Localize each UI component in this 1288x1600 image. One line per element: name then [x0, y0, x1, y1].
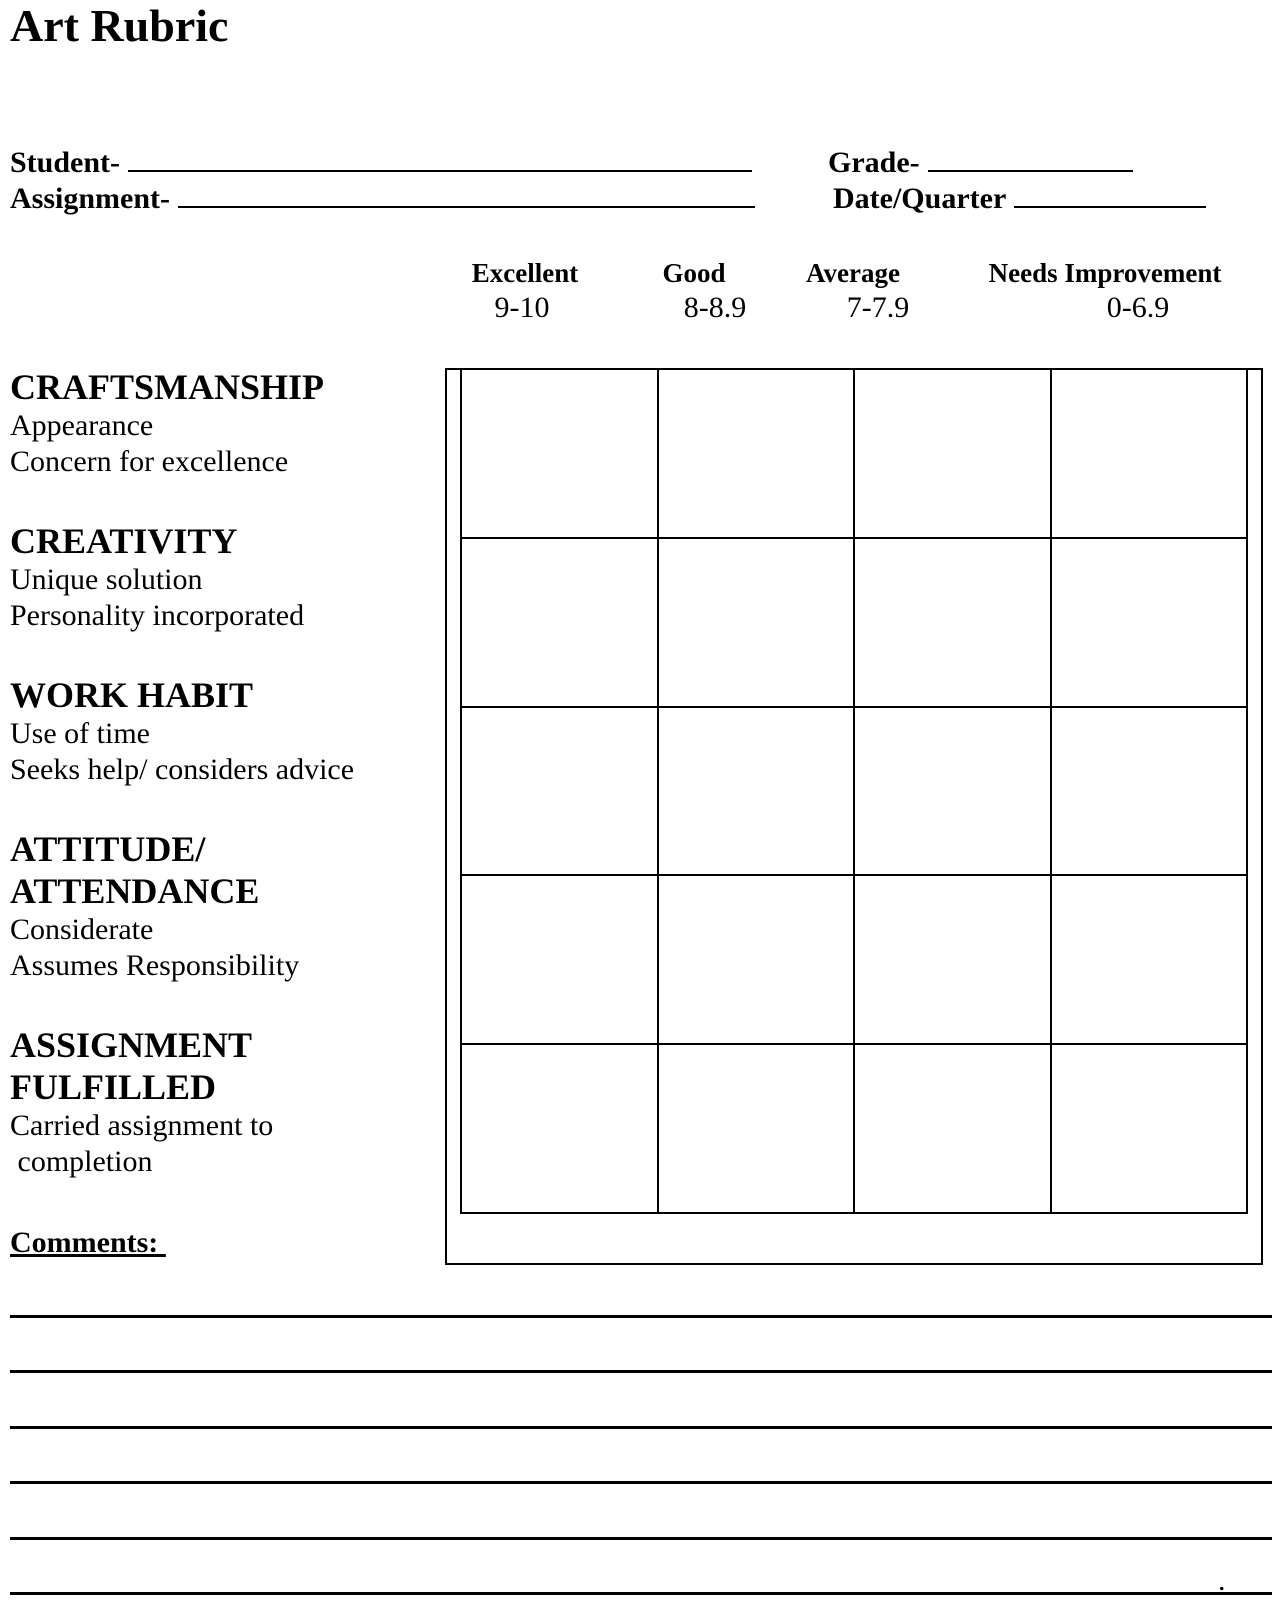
- assignment-label: Assignment-: [10, 182, 171, 215]
- grid-row-assignment-fulfilled: [461, 1044, 1247, 1213]
- criterion-title: CRAFTSMANSHIP: [10, 367, 325, 407]
- grade-field[interactable]: [828, 146, 1133, 180]
- comment-line[interactable]: [10, 1537, 1272, 1540]
- score-cell[interactable]: [658, 875, 855, 1044]
- score-cell[interactable]: [1051, 707, 1248, 876]
- date-quarter-label: Date/Quarter: [833, 182, 1007, 215]
- score-cell[interactable]: [461, 1044, 658, 1213]
- score-cell[interactable]: [461, 875, 658, 1044]
- criterion-detail: Appearance: [10, 409, 154, 442]
- score-cell[interactable]: [658, 707, 855, 876]
- comments-label: Comments:: [10, 1226, 166, 1259]
- score-cell[interactable]: [461, 369, 658, 538]
- column-header-needs-improvement: Needs Improvement: [988, 258, 1222, 288]
- comment-line[interactable]: [10, 1426, 1272, 1429]
- assignment-field[interactable]: [10, 182, 755, 216]
- criterion-detail: Carried assignment to: [10, 1109, 274, 1142]
- criterion-detail: Personality incorporated: [10, 599, 305, 632]
- grade-blank[interactable]: [928, 148, 1133, 172]
- date-quarter-blank[interactable]: [1014, 184, 1206, 208]
- criterion-title: ASSIGNMENT FULFILLED: [10, 1025, 253, 1107]
- page-title: Art Rubric: [10, 0, 229, 51]
- score-cell[interactable]: [658, 369, 855, 538]
- score-cell[interactable]: [854, 707, 1051, 876]
- criterion-assignment-fulfilled: [10, 1024, 430, 1180]
- criterion-detail: Unique solution: [10, 563, 203, 596]
- comment-line[interactable]: [10, 1315, 1272, 1318]
- score-cell[interactable]: [1051, 369, 1248, 538]
- column-header-good: Good: [662, 258, 726, 288]
- column-range-good: 8-8.9: [683, 291, 747, 324]
- score-cell[interactable]: [461, 707, 658, 876]
- criterion-detail: Concern for excellence: [10, 445, 289, 478]
- criterion-detail: completion: [10, 1145, 153, 1178]
- criterion-detail: Seeks help/ considers advice: [10, 753, 355, 786]
- scoring-grid: [460, 368, 1248, 1214]
- score-cell[interactable]: [658, 1044, 855, 1213]
- column-range-needs-improvement: 0-6.9: [1106, 291, 1170, 324]
- criterion-detail: Considerate: [10, 913, 154, 946]
- criterion-title: CREATIVITY: [10, 521, 238, 561]
- score-cell[interactable]: [854, 1044, 1051, 1213]
- comment-line[interactable]: [10, 1592, 1272, 1595]
- score-cell[interactable]: [854, 875, 1051, 1044]
- score-cell[interactable]: [854, 369, 1051, 538]
- grade-label: Grade-: [828, 146, 920, 179]
- student-blank[interactable]: [128, 148, 752, 172]
- comment-line[interactable]: [10, 1481, 1272, 1484]
- score-cell[interactable]: [1051, 875, 1248, 1044]
- column-header-average: Average: [806, 258, 900, 288]
- criterion-title: ATTITUDE/ ATTENDANCE: [10, 829, 260, 911]
- criterion-detail: Assumes Responsibility: [10, 949, 300, 982]
- student-label: Student-: [10, 146, 121, 179]
- grid-row-creativity: [461, 538, 1247, 707]
- criterion-detail: Use of time: [10, 717, 150, 750]
- score-cell[interactable]: [658, 538, 855, 707]
- score-cell[interactable]: [461, 538, 658, 707]
- student-field[interactable]: [10, 146, 752, 180]
- column-range-average: 7-7.9: [846, 291, 910, 324]
- score-cell[interactable]: [1051, 538, 1248, 707]
- score-cell[interactable]: [854, 538, 1051, 707]
- comment-end-mark: .: [1218, 1564, 1226, 1597]
- column-range-excellent: 9-10: [494, 291, 550, 324]
- criterion-creativity: [10, 520, 430, 634]
- score-cell[interactable]: [1051, 1044, 1248, 1213]
- criterion-craftsmanship: [10, 366, 430, 480]
- column-header-excellent: Excellent: [471, 258, 579, 288]
- grid-row-craftsmanship: [461, 369, 1247, 538]
- criterion-attitude-attendance: [10, 828, 430, 984]
- criterion-title: WORK HABIT: [10, 675, 254, 715]
- date-quarter-field[interactable]: [833, 182, 1206, 216]
- grid-row-attitude-attendance: [461, 875, 1247, 1044]
- comment-line[interactable]: [10, 1370, 1272, 1373]
- grid-row-work-habit: [461, 707, 1247, 876]
- criterion-work-habit: [10, 674, 430, 788]
- assignment-blank[interactable]: [178, 184, 755, 208]
